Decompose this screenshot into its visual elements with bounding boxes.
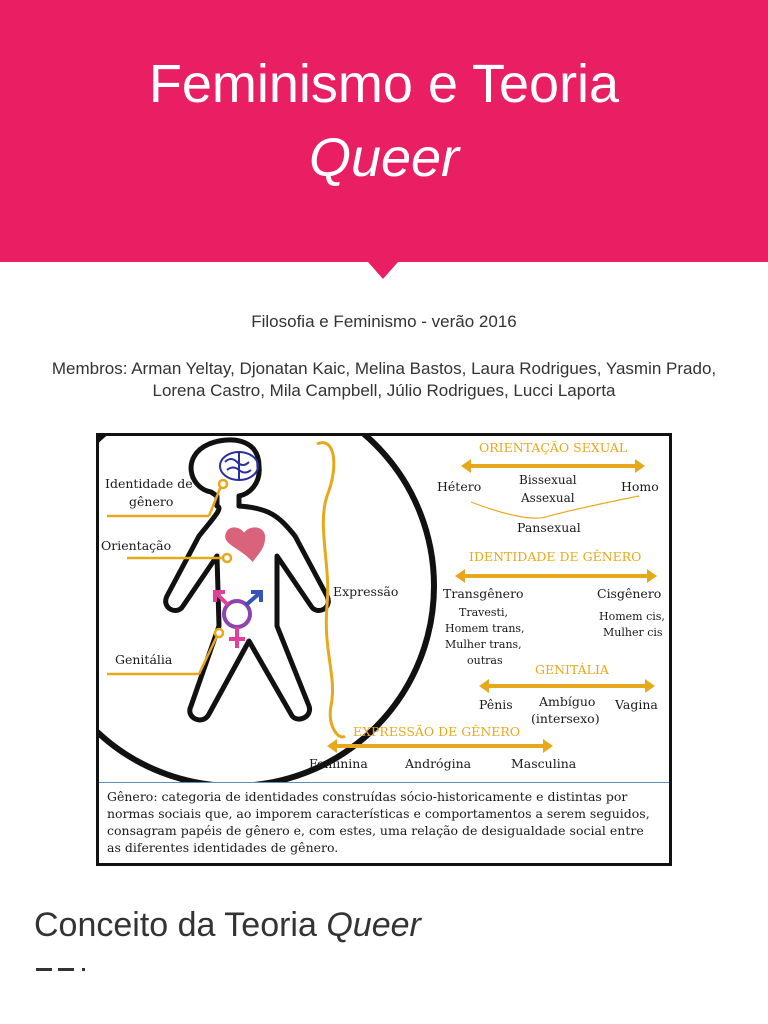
identidade-left-sub-1: Travesti, [459, 606, 508, 619]
page-title-line1: Feminismo e Teoria [148, 54, 620, 114]
course-subtitle: Filosofia e Feminismo - verão 2016 [251, 312, 517, 331]
page-title-line2: Queer [308, 128, 460, 188]
members-list: Membros: Arman Yeltay, Djonatan Kaic, Melina Bastos, Laura Rodrigues, Yasmin Prado, Lorena Castro, Mila Campbell, Júlio Rodrigues, Lucci Laporta [51, 359, 717, 400]
label-connectors [107, 480, 231, 674]
genitalia-middle-1: Ambíguo [539, 694, 596, 709]
label-identidade-1: Identidade de [105, 476, 193, 491]
expressao-middle: Andrógina [405, 756, 472, 771]
arrow-identidade [455, 569, 657, 583]
gender-definition: Gênero: categoria de identidades construídas sócio-historicamente e distintas por normas sociais que, ao imporem características e comportamentos a serem seguidos, consagram papéis de gênero e, com estes, uma relação de desigualdade social entre as diferentes identidades de gênero. [99, 782, 669, 863]
orientacao-middle-1: Bissexual [519, 473, 577, 487]
arrow-orientacao [461, 459, 645, 473]
gender-infographic [96, 433, 672, 866]
label-orientacao: Orientação [101, 538, 172, 553]
identidade-right-sub-2: Mulher cis [603, 626, 663, 639]
title-banner [0, 0, 768, 262]
label-genitalia: Genitália [115, 652, 173, 667]
label-expressao: Expressão [333, 584, 399, 599]
heading-genitalia: GENITÁLIA [535, 662, 609, 677]
section-heading-italic: Queer [326, 906, 421, 944]
genitalia-middle-2: (intersexo) [531, 711, 600, 726]
heading-expressao-genero: EXPRESSÃO DE GÊNERO [353, 724, 521, 739]
infographic-drawing [99, 436, 669, 782]
orientacao-right: Homo [621, 479, 659, 494]
orientacao-middle-2: Assexual [521, 491, 575, 505]
genitalia-right: Vagina [615, 697, 658, 712]
arrow-genitalia [479, 679, 655, 693]
identidade-left-sub-3: Mulher trans, [445, 638, 522, 651]
expressao-right: Masculina [511, 756, 577, 771]
heading-identidade-genero: IDENTIDADE DE GÊNERO [469, 549, 642, 564]
expressao-left: Feminina [309, 756, 368, 771]
identidade-left: Transgênero [443, 586, 524, 601]
orientacao-bottom: Pansexual [517, 520, 581, 535]
identidade-right: Cisgênero [597, 586, 662, 601]
banner-pointer [368, 262, 398, 279]
identidade-right-sub-1: Homem cis, [599, 610, 665, 623]
heading-underline-mark [36, 968, 96, 972]
section-heading [34, 906, 421, 945]
genitalia-left: Pênis [479, 697, 513, 712]
section-heading-text: Conceito da Teoria [34, 906, 317, 944]
orientacao-left: Hétero [437, 479, 482, 494]
label-identidade-2: gênero [129, 494, 174, 509]
heading-orientacao-sexual: ORIENTAÇÃO SEXUAL [479, 440, 628, 455]
identidade-left-sub-2: Homem trans, [445, 622, 525, 635]
identidade-left-sub-4: outras [467, 654, 503, 667]
